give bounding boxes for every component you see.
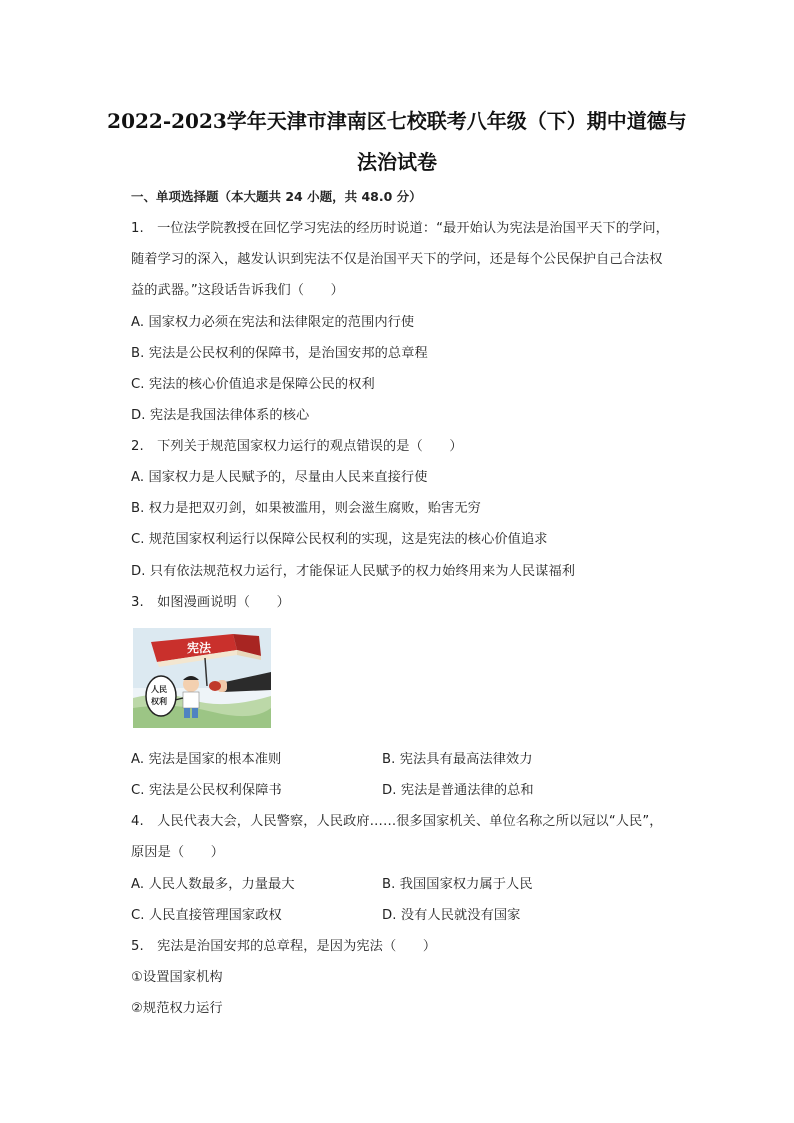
constitution-cartoon [133, 628, 271, 728]
q1-option-d: D. 宪法是我国法律体系的核心 [131, 408, 310, 423]
q4-option-d: D. 没有人民就没有国家 [382, 908, 521, 923]
q1-option-b: B. 宪法是公民权利的保障书，是治国安邦的总章程 [131, 346, 428, 361]
book-text: 宪法 [187, 641, 212, 655]
q1-option-c: C. 宪法的核心价值追求是保障公民的权利 [131, 377, 375, 392]
q4-stem-line1: 4. 人民代表大会，人民警察，人民政府……很多国家机关、单位名称之所以冠以“人民”， [131, 814, 663, 829]
q5-stem: 5. 宪法是治国安邦的总章程，是因为宪法（ ） [131, 939, 437, 954]
q2-option-c: C. 规范国家权利运行以保障公民权利的实现，这是宪法的核心价值追求 [131, 532, 548, 547]
q3-option-c: C. 宪法是公民权利保障书 [131, 783, 282, 798]
sign-text-bottom: 权利 [151, 697, 167, 706]
q2-option-b: B. 权力是把双刃剑，如果被滥用，则会滋生腐败，贻害无穷 [131, 501, 481, 516]
q3-option-b: B. 宪法具有最高法律效力 [382, 752, 533, 767]
q3-stem: 3. 如图漫画说明（ ） [131, 595, 290, 610]
q2-option-d: D. 只有依法规范权力运行，才能保证人民赋予的权力始终用来为人民谋福利 [131, 564, 576, 579]
q4-option-b: B. 我国国家权力属于人民 [382, 877, 533, 892]
q4-option-c: C. 人民直接管理国家政权 [131, 908, 282, 923]
q5-item-1: ①设置国家机构 [131, 970, 223, 985]
q2-option-a: A. 国家权力是人民赋予的，尽量由人民来直接行使 [131, 470, 428, 485]
q3-option-a: A. 宪法是国家的根本准则 [131, 752, 282, 767]
q1-stem-line1: 1. 一位法学院教授在回忆学习宪法的经历时说道：“最开始认为宪法是治国平天下的学问， [131, 221, 669, 236]
q2-stem: 2. 下列关于规范国家权力运行的观点错误的是（ ） [131, 439, 463, 454]
section-heading: 一、单项选择题（本大题共 24 小题，共 48.0 分） [131, 189, 422, 204]
q5-item-2: ②规范权力运行 [131, 1001, 223, 1016]
sign-text-top: 人民 [151, 685, 167, 694]
q4-option-a: A. 人民人数最多，力量最大 [131, 877, 295, 892]
exam-title-line2: 法治试卷 [357, 150, 437, 174]
q1-option-a: A. 国家权力必须在宪法和法律限定的范围内行使 [131, 315, 415, 330]
q1-stem-line3: 益的武器。”这段话告诉我们（ ） [131, 283, 344, 298]
q1-stem-line2: 随着学习的深入，越发认识到宪法不仅是治国平天下的学问，还是每个公民保护自己合法权 [131, 252, 663, 267]
q3-option-d: D. 宪法是普通法律的总和 [382, 783, 534, 798]
exam-title-line1: 2022-2023学年天津市津南区七校联考八年级（下）期中道德与 [107, 109, 687, 133]
q4-stem-line2: 原因是（ ） [131, 845, 225, 860]
